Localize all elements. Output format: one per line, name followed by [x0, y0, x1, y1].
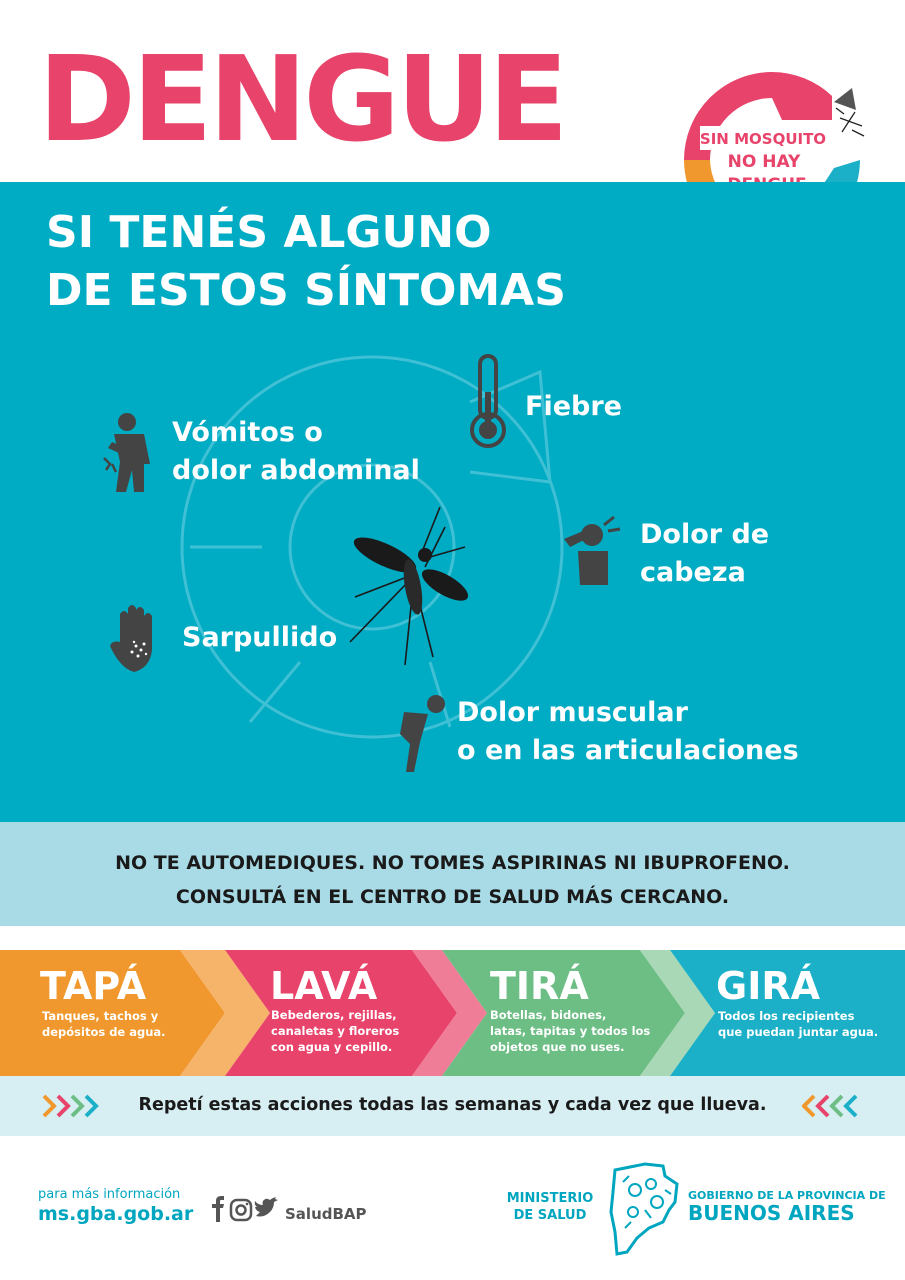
ministry-label — [500, 1190, 600, 1224]
province-map-logo — [605, 1162, 681, 1256]
mosquito-icon — [345, 497, 475, 667]
action-lava-desc-line: canaletas y floreros — [271, 1024, 400, 1038]
symptom-cabeza-line1: Dolor de — [640, 519, 770, 550]
symptom-fiebre — [525, 388, 622, 426]
badge-line2: NO HAY — [727, 152, 801, 172]
symptom-muscular-line1: Dolor muscular — [457, 697, 688, 728]
stomach-pain-icon — [100, 412, 164, 494]
joint-pain-icon — [396, 694, 448, 774]
symptoms-heading — [46, 204, 566, 320]
action-tira-desc-line: objetos que no uses. — [490, 1040, 625, 1054]
badge-line1: SIN MOSQUITO — [699, 130, 827, 148]
symptom-muscular-line2: o en las articulaciones — [457, 735, 799, 766]
social-handle[interactable]: SaludBAP — [285, 1205, 367, 1223]
action-tira-title: TIRÁ — [490, 964, 589, 1008]
warning-banner — [0, 822, 905, 926]
warning-line1: NO TE AUTOMEDIQUES. NO TOMES ASPIRINAS NI IBUPROFENO. — [115, 852, 790, 874]
website-link[interactable]: ms.gba.gob.ar — [38, 1203, 194, 1225]
repeat-banner — [0, 1076, 905, 1136]
symptom-vomitos-line1: Vómitos o — [172, 417, 323, 448]
symptom-fiebre-line1: Fiebre — [525, 391, 622, 422]
action-gira-desc-line: Todos los recipientes — [718, 1009, 855, 1023]
twitter-icon[interactable] — [255, 1197, 278, 1217]
facebook-icon[interactable] — [212, 1196, 224, 1222]
chevrons-right-icon — [802, 1094, 864, 1118]
symptom-cabeza — [640, 516, 769, 592]
government-label: GOBIERNO DE LA PROVINCIA DE — [688, 1189, 886, 1202]
info-label: para más información — [38, 1187, 181, 1202]
action-tira-desc-line: latas, tapitas y todos los — [490, 1024, 651, 1038]
action-gira-title: GIRÁ — [716, 964, 820, 1008]
action-lava-desc-line: Bebederos, rejillas, — [271, 1008, 397, 1022]
action-tapa-desc — [42, 1008, 166, 1040]
action-gira-desc-line: que puedan juntar agua. — [718, 1025, 879, 1039]
symptom-sarpullido-line1: Sarpullido — [182, 622, 338, 653]
symptom-vomitos — [172, 414, 420, 490]
action-tapa-desc-line: Tanques, tachos y — [42, 1009, 159, 1023]
action-tira-desc — [490, 1007, 650, 1055]
ministry-line2: DE SALUD — [513, 1208, 587, 1223]
government-name: BUENOS AIRES — [688, 1201, 855, 1225]
symptoms-heading-line2: DE ESTOS SÍNTOMAS — [46, 265, 566, 316]
action-tapa-desc-line: depósitos de agua. — [42, 1025, 166, 1039]
warning-line2: CONSULTÁ EN EL CENTRO DE SALUD MÁS CERCANO. — [175, 886, 730, 908]
action-lava-desc — [271, 1007, 399, 1055]
symptom-muscular — [457, 694, 799, 770]
symptom-vomitos-line2: dolor abdominal — [172, 455, 420, 486]
thermometer-icon — [466, 352, 512, 452]
page-title: DENGUE — [38, 30, 565, 168]
action-tira-desc-line: Botellas, bidones, — [490, 1008, 607, 1022]
rash-hand-icon — [106, 602, 166, 674]
action-lava-title: LAVÁ — [270, 964, 378, 1008]
action-tapa-title: TAPÁ — [40, 964, 147, 1008]
headache-icon — [562, 515, 626, 587]
symptoms-panel — [0, 182, 905, 822]
social-icons — [208, 1196, 283, 1226]
repeat-text: Repetí estas acciones todas las semanas y cada vez que llueva. — [138, 1095, 767, 1115]
action-lava-desc-line: con agua y cepillo. — [271, 1040, 393, 1054]
ministry-line1: MINISTERIO — [506, 1191, 594, 1206]
action-gira-desc — [718, 1008, 878, 1040]
instagram-icon[interactable] — [231, 1200, 251, 1220]
symptom-sarpullido — [182, 619, 337, 657]
symptoms-heading-line1: SI TENÉS ALGUNO — [46, 207, 492, 258]
symptom-cabeza-line2: cabeza — [640, 557, 746, 588]
